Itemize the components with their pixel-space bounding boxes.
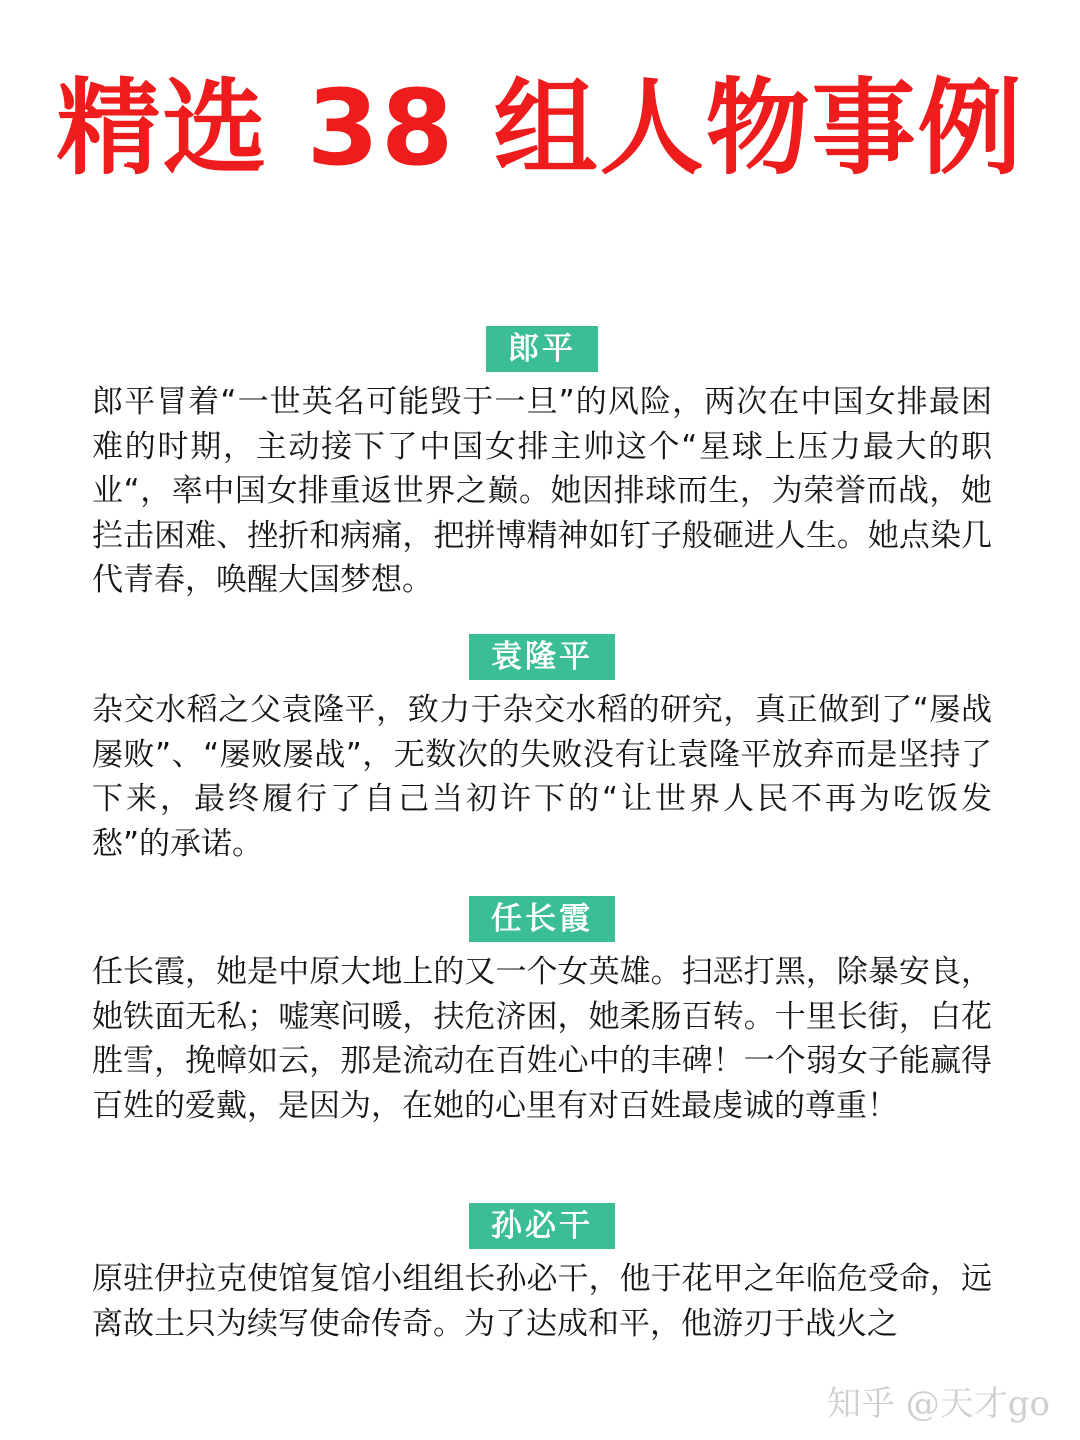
zhihu-watermark: 知乎 @天才go: [826, 1384, 1050, 1424]
person-name-tag: 袁隆平: [469, 634, 615, 680]
section-body: 杂交水稻之父袁隆平，致力于杂交水稻的研究，真正做到了“屡战屡败”、“屡败屡战”，无数次的失败没有让袁隆平放弃而是坚持了下来，最终履行了自己当初许下的“让世界人民不再为吃饭发愁”的承诺。: [92, 692, 992, 862]
person-name-tag: 孙必干: [469, 1203, 615, 1249]
section-tag-wrap: [92, 896, 992, 942]
section-sun-bigan: [92, 1203, 992, 1346]
section-body: 郎平冒着“一世英名可能毁于一旦”的风险，两次在中国女排最困难的时期，主动接下了中国女排主帅这个“星球上压力最大的职业“，率中国女排重返世界之巅。她因排球而生，为荣誉而战，她拦击困难、挫折和病痛，把拼博精神如钉子般砸进人生。她点染几代青春，唤醒大国梦想。: [92, 384, 992, 599]
section-tag-wrap: [92, 1203, 992, 1249]
section-body: 任长霞，她是中原大地上的又一个女英雄。扫恶打黑，除暴安良，她铁面无私；嘘寒问暖，扶危济困，她柔肠百转。十里长街，白花胜雪，挽幛如云，那是流动在百姓心中的丰碑！一个弱女子能赢得百姓的爱戴，是因为，在她的心里有对百姓最虔诚的尊重！: [92, 954, 992, 1124]
section-ren-changxia: [92, 896, 992, 1128]
person-name-tag: 郎平: [486, 326, 598, 372]
person-name-tag: 任长霞: [469, 896, 615, 942]
section-body: 原驻伊拉克使馆复馆小组组长孙必干，他于花甲之年临危受命，远离故土只为续写使命传奇。为了达成和平，他游刃于战火之: [92, 1261, 992, 1342]
section-yuan-longping: [92, 634, 992, 866]
page-title: 精选 38 组人物事例: [56, 67, 1024, 189]
section-lang-ping: [92, 326, 992, 603]
section-tag-wrap: [92, 326, 992, 372]
section-tag-wrap: [92, 634, 992, 680]
